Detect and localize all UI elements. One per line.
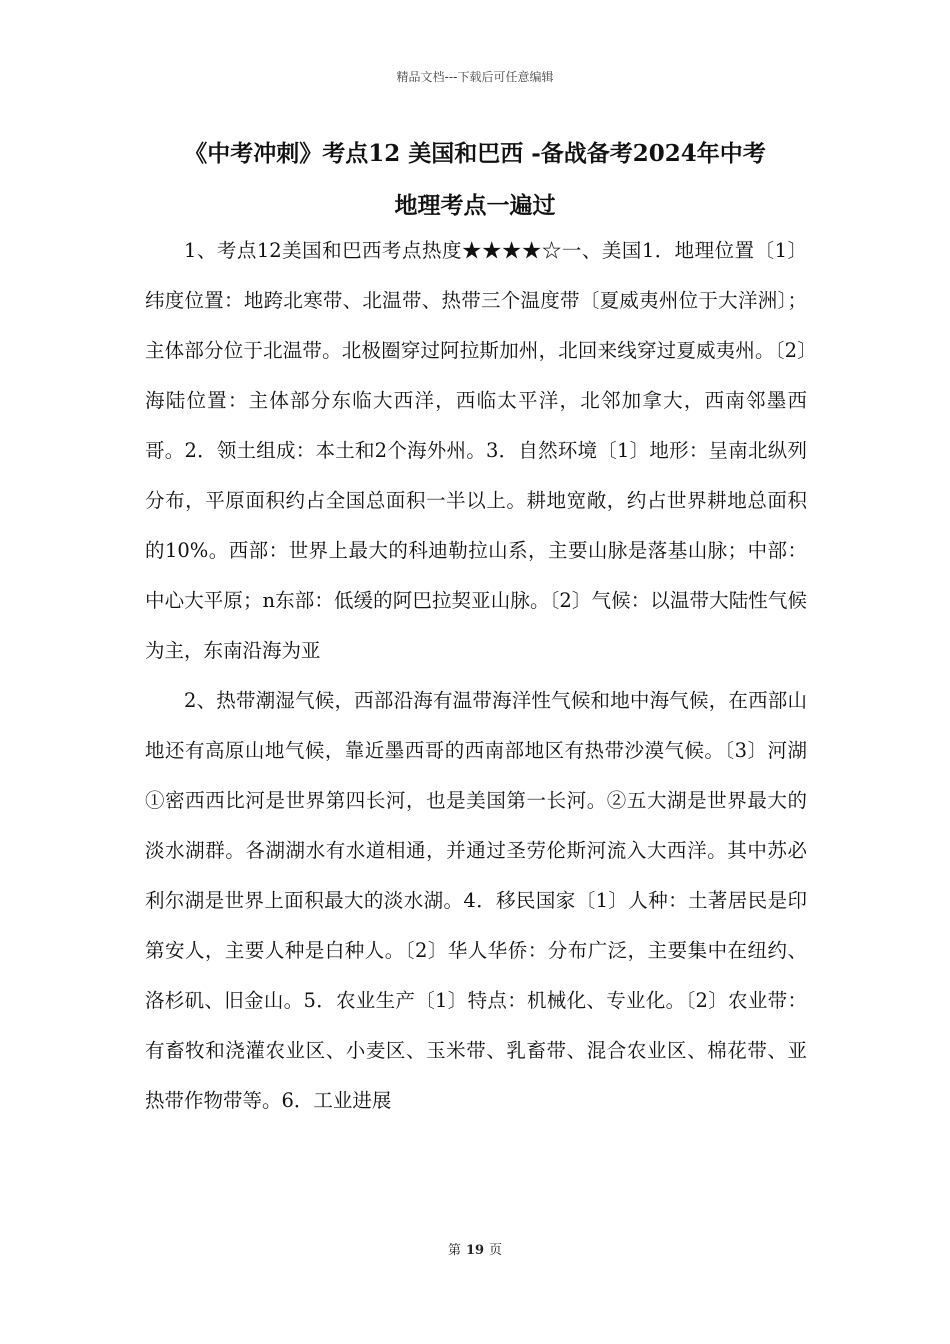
document-title <box>120 128 830 232</box>
footer-prefix: 第 <box>447 1243 461 1258</box>
paragraph-1: 1、考点12美国和巴西考点热度★★★★☆一、美国1．地理位置〔1〕纬度位置：地跨北寒带、北温带、热带三个温度带〔夏威夷州位于大洋洲〕；主体部分位于北温带。北极圈穿过阿拉斯加州，北回来线穿过夏威夷州。〔2〕海陆位置：主体部分东临大西洋，西临太平洋，北邻加拿大，西南邻墨西哥。2．领土组成：本土和2个海外州。3．自然环境〔1〕地形：呈南北纵列分布，平原面积约占全国总面积一半以上。耕地宽敞，约占世界耕地总面积的10%。西部：世界上最大的科迪勒拉山系，主要山脉是落基山脉；中部：中心大平原；n东部：低缓的阿巴拉契亚山脉。〔2〕气候：以温带大陆性气候为主，东南沿海为亚 <box>145 239 807 662</box>
title-line-1: 《中考冲刺》考点12 美国和巴西 -备战备考2024年中考 <box>184 140 766 167</box>
document-body <box>145 226 807 1126</box>
footer-suffix: 页 <box>489 1243 503 1258</box>
title-line-2: 地理考点一遍过 <box>394 192 556 219</box>
header-note: 精品文档---下载后可任意编辑 <box>396 70 554 84</box>
paragraph-2: 2、热带潮湿气候，西部沿海有温带海洋性气候和地中海气候，在西部山地还有高原山地气候，靠近墨西哥的西南部地区有热带沙漠气候。〔3〕河湖①密西西比河是世界第四长河，也是美国第一长河。②五大湖是世界最大的淡水湖群。各湖湖水有水道相通，并通过圣劳伦斯河流入大西洋。其中苏必利尔湖是世界上面积最大的淡水湖。4．移民国家〔1〕人种：土著居民是印第安人，主要人种是白种人。〔2〕华人华侨：分布广泛，主要集中在纽约、洛杉矶、旧金山。5．农业生产〔1〕特点：机械化、专业化。〔2〕农业带：有畜牧和浇灌农业区、小麦区、玉米带、乳畜带、混合农业区、棉花带、亚热带作物带等。6．工业进展 <box>145 689 807 1112</box>
page-number: 19 <box>465 1243 485 1258</box>
page-footer <box>0 1239 950 1258</box>
